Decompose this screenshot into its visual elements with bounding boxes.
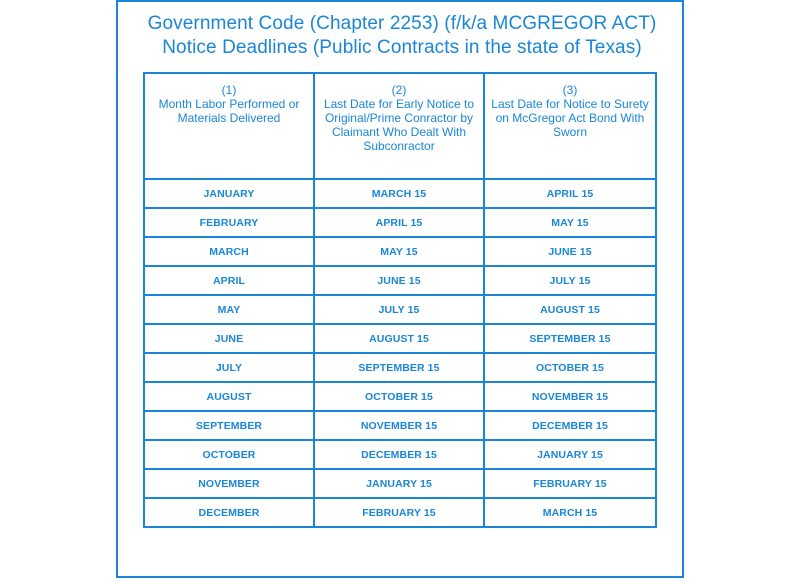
table-row — [144, 440, 656, 469]
early-notice-cell: MAY 15 — [314, 237, 484, 266]
surety-notice-cell: APRIL 15 — [484, 179, 656, 208]
surety-notice-cell: OCTOBER 15 — [484, 353, 656, 382]
column-number: (2) — [391, 83, 407, 97]
surety-notice-cell: MAY 15 — [484, 208, 656, 237]
table-row — [144, 324, 656, 353]
month-cell: JUNE — [144, 324, 314, 353]
column-label: Last Date for Early Notice to Original/Prime Conractor by Claimant Who Dealt With Subconractor — [323, 97, 475, 153]
month-cell: MAY — [144, 295, 314, 324]
surety-notice-cell: JANUARY 15 — [484, 440, 656, 469]
early-notice-cell: OCTOBER 15 — [314, 382, 484, 411]
month-cell: MARCH — [144, 237, 314, 266]
surety-notice-cell: NOVEMBER 15 — [484, 382, 656, 411]
table-header-row — [144, 73, 656, 179]
table-row — [144, 295, 656, 324]
early-notice-cell: JUNE 15 — [314, 266, 484, 295]
table-row — [144, 469, 656, 498]
document-title — [118, 12, 686, 60]
early-notice-cell: NOVEMBER 15 — [314, 411, 484, 440]
early-notice-cell: MARCH 15 — [314, 179, 484, 208]
column-header-3 — [484, 73, 656, 179]
surety-notice-cell: JULY 15 — [484, 266, 656, 295]
surety-notice-cell: DECEMBER 15 — [484, 411, 656, 440]
month-cell: FEBRUARY — [144, 208, 314, 237]
table-row — [144, 498, 656, 527]
table-row — [144, 382, 656, 411]
column-header-1 — [144, 73, 314, 179]
surety-notice-cell: JUNE 15 — [484, 237, 656, 266]
month-cell: OCTOBER — [144, 440, 314, 469]
column-number: (3) — [562, 83, 578, 97]
month-cell: JANUARY — [144, 179, 314, 208]
title-line-2: Notice Deadlines (Public Contracts in the state of Texas) — [162, 37, 642, 58]
early-notice-cell: JULY 15 — [314, 295, 484, 324]
table-row — [144, 179, 656, 208]
surety-notice-cell: FEBRUARY 15 — [484, 469, 656, 498]
surety-notice-cell: SEPTEMBER 15 — [484, 324, 656, 353]
surety-notice-cell: AUGUST 15 — [484, 295, 656, 324]
table-row — [144, 411, 656, 440]
month-cell: JULY — [144, 353, 314, 382]
early-notice-cell: JANUARY 15 — [314, 469, 484, 498]
table-row — [144, 353, 656, 382]
month-cell: AUGUST — [144, 382, 314, 411]
table-row — [144, 266, 656, 295]
early-notice-cell: AUGUST 15 — [314, 324, 484, 353]
month-cell: DECEMBER — [144, 498, 314, 527]
early-notice-cell: SEPTEMBER 15 — [314, 353, 484, 382]
table-row — [144, 237, 656, 266]
surety-notice-cell: MARCH 15 — [484, 498, 656, 527]
deadlines-table — [143, 72, 657, 528]
early-notice-cell: DECEMBER 15 — [314, 440, 484, 469]
title-line-1: Government Code (Chapter 2253) (f/k/a MCGREGOR ACT) — [147, 13, 657, 34]
column-label: Month Labor Performed or Materials Delivered — [158, 97, 300, 125]
month-cell: NOVEMBER — [144, 469, 314, 498]
month-cell: APRIL — [144, 266, 314, 295]
column-header-2 — [314, 73, 484, 179]
early-notice-cell: FEBRUARY 15 — [314, 498, 484, 527]
month-cell: SEPTEMBER — [144, 411, 314, 440]
column-label: Last Date for Notice to Surety on McGregor Act Bond With Sworn — [491, 97, 649, 139]
table-row — [144, 208, 656, 237]
early-notice-cell: APRIL 15 — [314, 208, 484, 237]
column-number: (1) — [221, 83, 237, 97]
